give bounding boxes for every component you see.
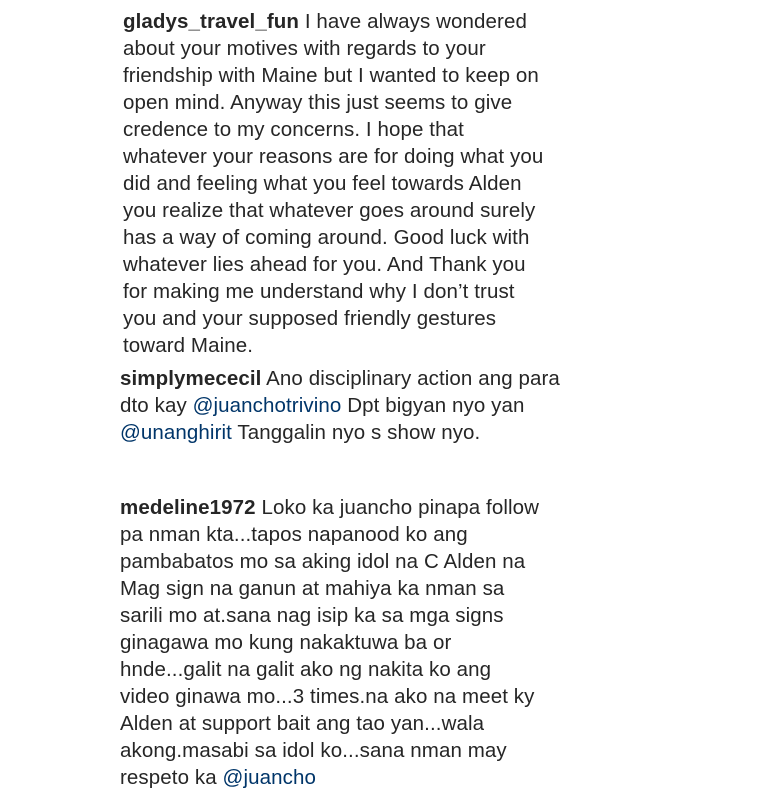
comment-text: Loko ka juancho pinapa follow pa nman kta...tapos napanood ko ang pambabatos mo sa aking idol na C Alden na Mag sign na ganun at mahiya ka nman sa sarili mo at.sana nag isip ka sa mga signs ginagawa mo kung nakaktuwa ba or hnde...galit na galit ako ng nakita ko ang video ginawa mo...3 times.na ako na meet ky Alden at support bait ang tao yan...wala akong.masabi sa idol ko...sana nman may respeto ka [120, 496, 540, 789]
comment-text: Dpt bigyan nyo yan [347, 394, 525, 417]
comment-username[interactable]: gladys_travel_fun [123, 10, 300, 33]
comment-username[interactable]: simplymececil [120, 367, 262, 390]
mention-link[interactable]: @juancho [222, 766, 316, 789]
comment-username[interactable]: medeline1972 [120, 496, 256, 519]
comment-text: Tanggalin nyo s show nyo. [237, 421, 481, 444]
mention-link[interactable]: @unanghirit [120, 421, 232, 444]
mention-link[interactable]: @juanchotrivino [192, 394, 342, 417]
comment [123, 8, 553, 359]
comment-text: I have always wondered about your motives with regards to your friendship with Maine but I wanted to keep on open mind. Anyway this just seems to give credence to my concerns. I hope that whatever your reasons are for doing what you did and feeling what you feel towards Alden you realize that whatever goes around surely has a way of coming around. Good luck with whatever lies ahead for you. And Thank you for making me understand why I don’t trust you and your supposed friendly gestures toward Maine. [123, 10, 544, 357]
comment-text: Ano disciplinary action ang para dto kay [120, 367, 560, 417]
comment [120, 494, 540, 791]
comment [120, 365, 560, 446]
